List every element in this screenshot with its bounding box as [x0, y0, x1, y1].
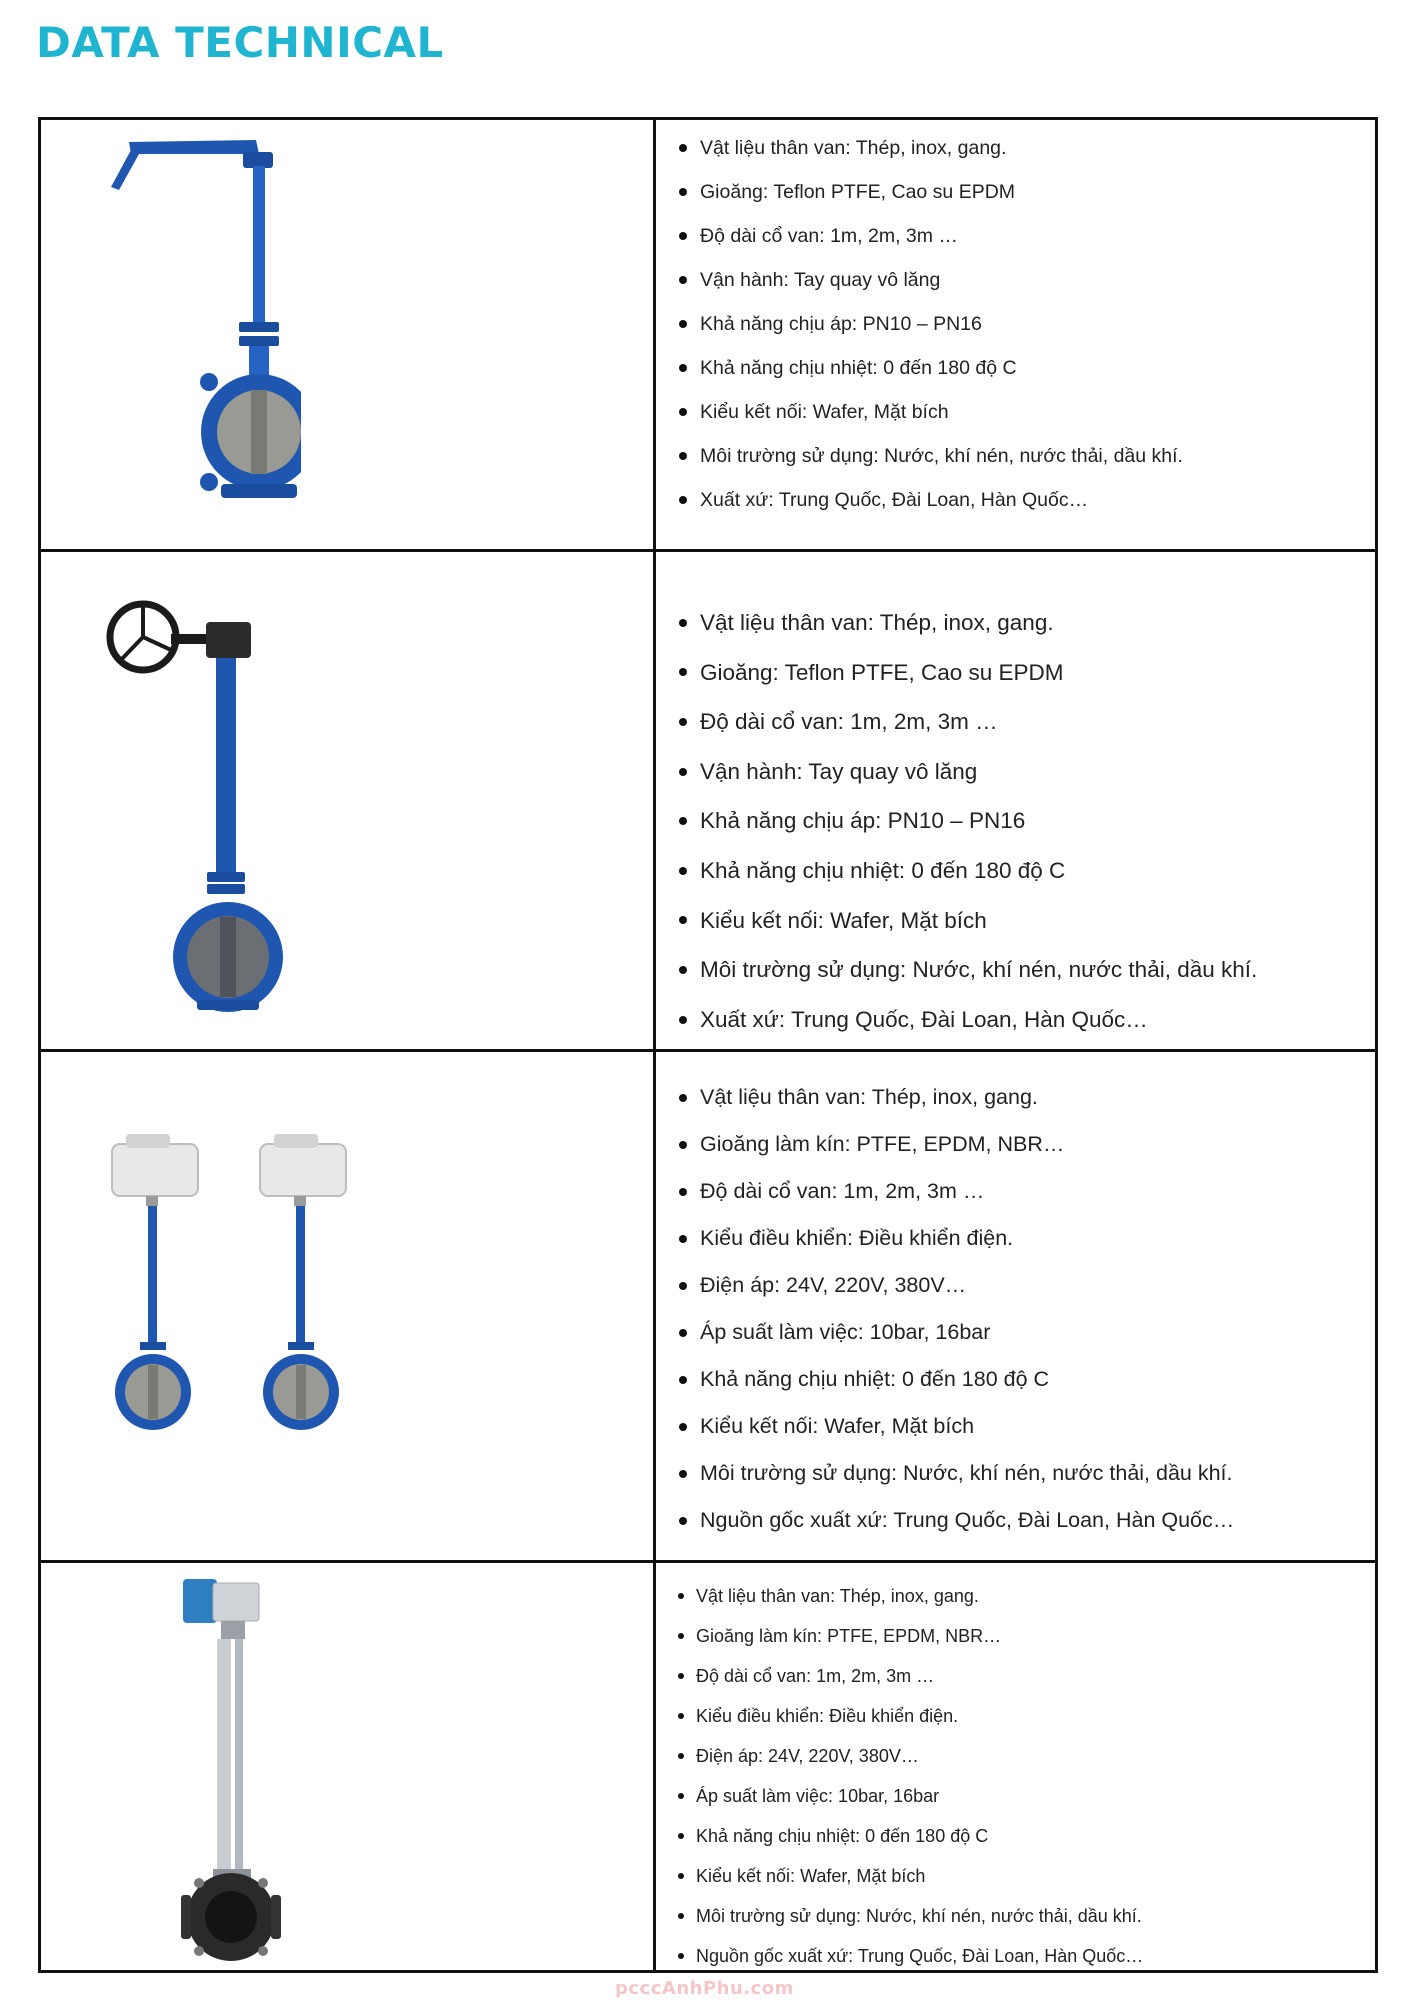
spec-item: Môi trường sử dụng: Nước, khí nén, nước thải, dầu khí. [656, 434, 1375, 478]
spec-item: Nguồn gốc xuất xứ: Trung Quốc, Đài Loan, Hàn Quốc… [656, 1497, 1375, 1544]
spec-item: Môi trường sử dụng: Nước, khí nén, nước thải, dầu khí. [656, 1896, 1375, 1936]
spec-item: Gioăng làm kín: PTFE, EPDM, NBR… [656, 1121, 1375, 1168]
product-image-cell [40, 1562, 655, 1972]
spec-item: Xuất xứ: Trung Quốc, Đài Loan, Hàn Quốc… [656, 478, 1375, 522]
spec-cell [655, 551, 1377, 1051]
spec-item: Điện áp: 24V, 220V, 380V… [656, 1262, 1375, 1309]
table-row [40, 1051, 1377, 1562]
spec-item: Gioăng làm kín: PTFE, EPDM, NBR… [656, 1616, 1375, 1656]
watermark: pcccAnhPhu.com [615, 1978, 794, 1999]
spec-item: Độ dài cổ van: 1m, 2m, 3m … [656, 1656, 1375, 1696]
spec-item: Khả năng chịu nhiệt: 0 đến 180 độ C [656, 1356, 1375, 1403]
spec-item: Áp suất làm việc: 10bar, 16bar [656, 1776, 1375, 1816]
spec-cell [655, 1051, 1377, 1562]
spec-item: Vật liệu thân van: Thép, inox, gang. [656, 1576, 1375, 1616]
spec-item: Vận hành: Tay quay vô lăng [656, 258, 1375, 302]
spec-item: Khả năng chịu nhiệt: 0 đến 180 độ C [656, 346, 1375, 390]
spec-item: Độ dài cổ van: 1m, 2m, 3m … [656, 1168, 1375, 1215]
butterfly-valve-handwheel-extended-stem-icon [101, 592, 321, 1012]
spec-item: Khả năng chịu áp: PN10 – PN16 [656, 796, 1375, 846]
spec-cell [655, 119, 1377, 551]
table-row [40, 119, 1377, 551]
spec-cell [655, 1562, 1377, 1972]
spec-item: Kiểu kết nối: Wafer, Mặt bích [656, 1856, 1375, 1896]
spec-item: Vật liệu thân van: Thép, inox, gang. [656, 1074, 1375, 1121]
spec-item: Độ dài cổ van: 1m, 2m, 3m … [656, 697, 1375, 747]
spec-item: Nguồn gốc xuất xứ: Trung Quốc, Đài Loan, Hàn Quốc… [656, 1936, 1375, 1976]
spec-item: Môi trường sử dụng: Nước, khí nén, nước thải, dầu khí. [656, 945, 1375, 995]
spec-item: Vật liệu thân van: Thép, inox, gang. [656, 598, 1375, 648]
spec-item: Vận hành: Tay quay vô lăng [656, 747, 1375, 797]
spec-item: Gioăng: Teflon PTFE, Cao su EPDM [656, 648, 1375, 698]
spec-item: Khả năng chịu áp: PN10 – PN16 [656, 302, 1375, 346]
spec-item: Khả năng chịu nhiệt: 0 đến 180 độ C [656, 1816, 1375, 1856]
spec-item: Khả năng chịu nhiệt: 0 đến 180 độ C [656, 846, 1375, 896]
spec-item: Gioăng: Teflon PTFE, Cao su EPDM [656, 170, 1375, 214]
spec-item: Áp suất làm việc: 10bar, 16bar [656, 1309, 1375, 1356]
butterfly-valve-lever-extended-stem-icon [101, 132, 301, 527]
spec-item: Kiểu điều khiển: Điều khiển điện. [656, 1215, 1375, 1262]
page-title: DATA TECHNICAL [36, 18, 444, 67]
product-image-cell [40, 119, 655, 551]
product-image-cell [40, 1051, 655, 1562]
pneumatic-actuator-butterfly-valve-icon [161, 1577, 331, 1962]
spec-item: Độ dài cổ van: 1m, 2m, 3m … [656, 214, 1375, 258]
spec-item: Điện áp: 24V, 220V, 380V… [656, 1736, 1375, 1776]
spec-item: Kiểu điều khiển: Điều khiển điện. [656, 1696, 1375, 1736]
spec-list [656, 1576, 1375, 1976]
spec-item: Vật liệu thân van: Thép, inox, gang. [656, 126, 1375, 170]
spec-item: Kiểu kết nối: Wafer, Mặt bích [656, 1403, 1375, 1450]
spec-list [656, 598, 1375, 1044]
table-row [40, 1562, 1377, 1972]
spec-table [38, 117, 1378, 1973]
table-row [40, 551, 1377, 1051]
spec-list [656, 1074, 1375, 1544]
spec-item: Kiểu kết nối: Wafer, Mặt bích [656, 390, 1375, 434]
product-image-cell [40, 551, 655, 1051]
spec-list [656, 126, 1375, 522]
spec-item: Kiểu kết nối: Wafer, Mặt bích [656, 896, 1375, 946]
electric-actuator-butterfly-valves-icon [106, 1132, 406, 1452]
spec-item: Môi trường sử dụng: Nước, khí nén, nước thải, dầu khí. [656, 1450, 1375, 1497]
spec-item: Xuất xứ: Trung Quốc, Đài Loan, Hàn Quốc… [656, 995, 1375, 1045]
